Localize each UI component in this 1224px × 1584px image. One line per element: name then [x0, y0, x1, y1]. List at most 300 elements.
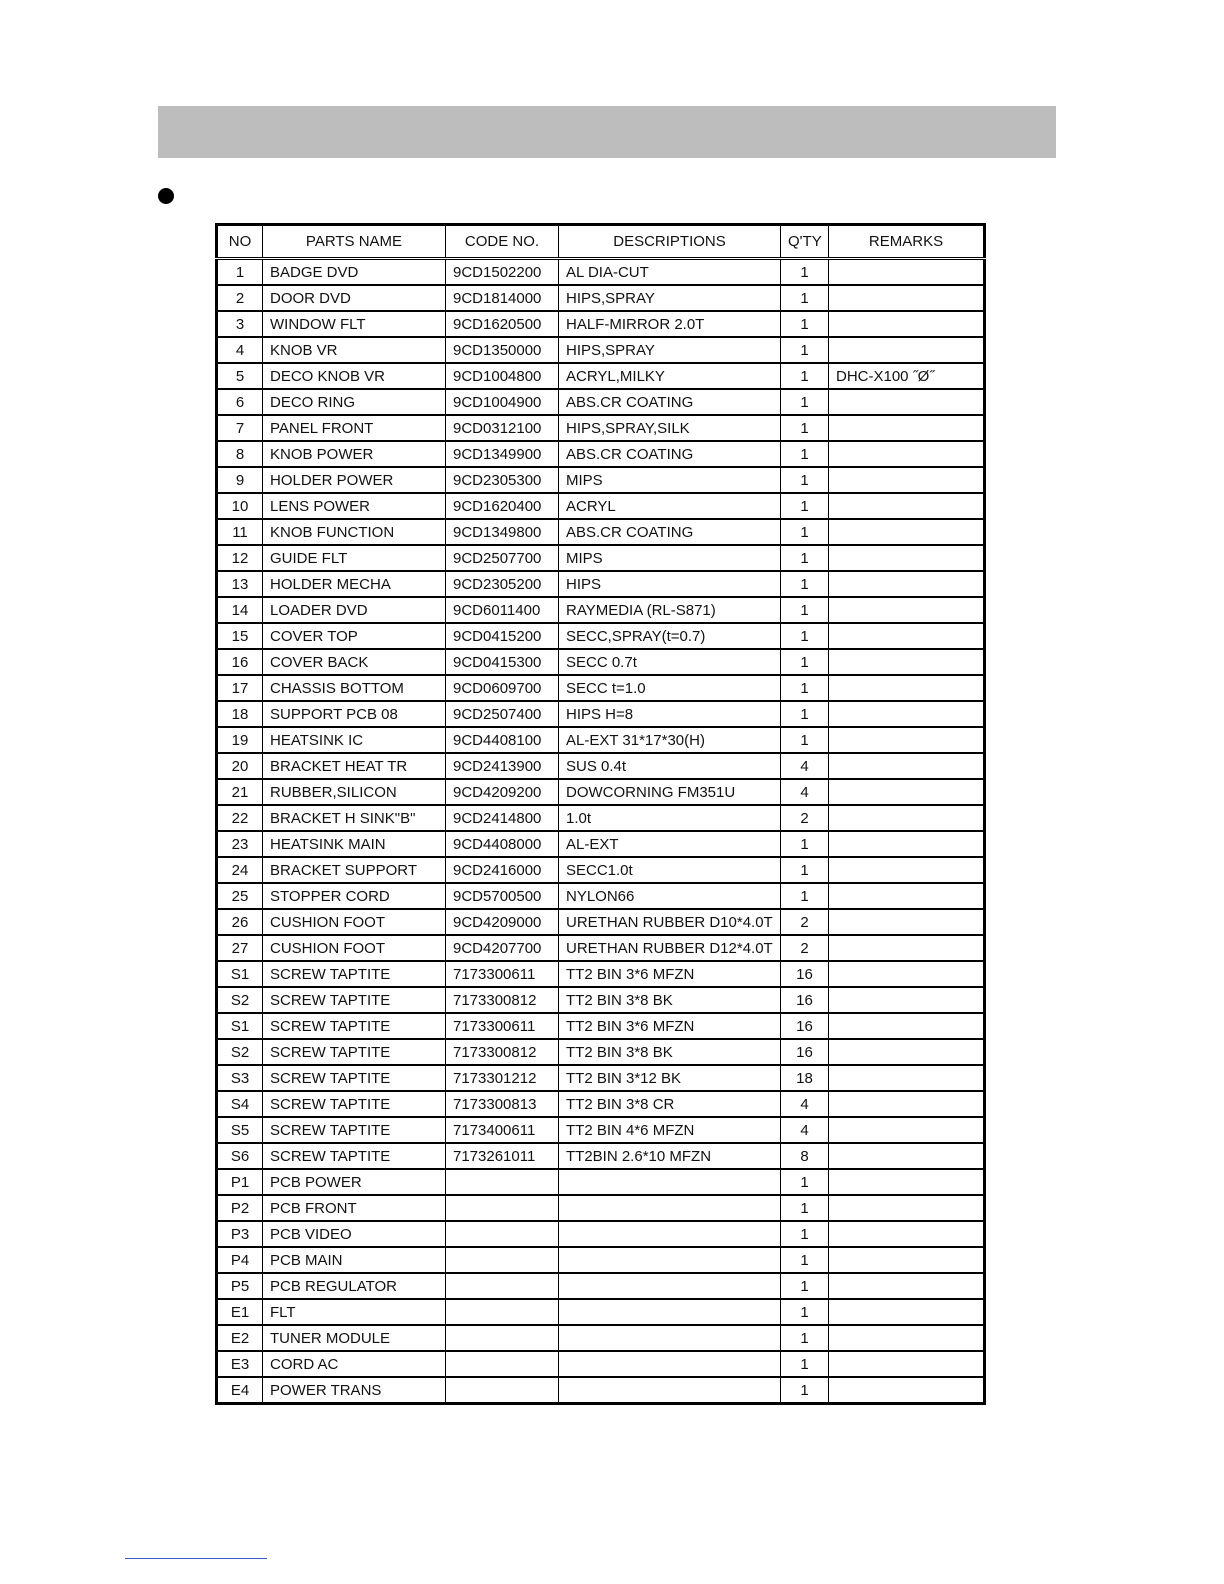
cell-remarks [829, 1039, 985, 1065]
cell-remarks [829, 831, 985, 857]
cell-code-no: 9CD0312100 [446, 415, 559, 441]
cell-qty: 1 [781, 1299, 829, 1325]
cell-code-no [446, 1221, 559, 1247]
cell-remarks [829, 1377, 985, 1404]
cell-parts-name: CUSHION FOOT [263, 935, 446, 961]
cell-code-no: 9CD1620500 [446, 311, 559, 337]
cell-description: AL-EXT [559, 831, 781, 857]
cell-parts-name: SCREW TAPTITE [263, 1117, 446, 1143]
cell-qty: 1 [781, 1273, 829, 1299]
cell-qty: 1 [781, 701, 829, 727]
cell-no: 11 [217, 519, 263, 545]
cell-description: HIPS,SPRAY,SILK [559, 415, 781, 441]
cell-qty: 1 [781, 1221, 829, 1247]
cell-qty: 1 [781, 441, 829, 467]
cell-qty: 1 [781, 337, 829, 363]
cell-no: E4 [217, 1377, 263, 1404]
cell-description: ABS.CR COATING [559, 519, 781, 545]
cell-no: P1 [217, 1169, 263, 1195]
cell-remarks [829, 493, 985, 519]
table-row [217, 1351, 985, 1377]
cell-no: E3 [217, 1351, 263, 1377]
cell-parts-name: KNOB VR [263, 337, 446, 363]
cell-code-no [446, 1351, 559, 1377]
cell-remarks [829, 935, 985, 961]
table-row [217, 857, 985, 883]
cell-qty: 1 [781, 285, 829, 311]
table-row [217, 1013, 985, 1039]
cell-remarks [829, 571, 985, 597]
cell-parts-name: CUSHION FOOT [263, 909, 446, 935]
cell-code-no: 7173300611 [446, 1013, 559, 1039]
cell-no: 17 [217, 675, 263, 701]
cell-description: MIPS [559, 467, 781, 493]
table-row [217, 1039, 985, 1065]
header-no: NO [217, 225, 263, 259]
cell-code-no: 9CD2507400 [446, 701, 559, 727]
cell-description: 1.0t [559, 805, 781, 831]
cell-qty: 1 [781, 467, 829, 493]
header-qty: Q'TY [781, 225, 829, 259]
cell-parts-name: PCB FRONT [263, 1195, 446, 1221]
table-row [217, 259, 985, 286]
table-row [217, 883, 985, 909]
table-row [217, 753, 985, 779]
cell-remarks [829, 519, 985, 545]
cell-description [559, 1299, 781, 1325]
cell-no: S6 [217, 1143, 263, 1169]
cell-no: 25 [217, 883, 263, 909]
cell-description: HALF-MIRROR 2.0T [559, 311, 781, 337]
cell-remarks [829, 1091, 985, 1117]
cell-no: S1 [217, 961, 263, 987]
cell-qty: 18 [781, 1065, 829, 1091]
table-row [217, 389, 985, 415]
cell-description [559, 1325, 781, 1351]
cell-qty: 16 [781, 1039, 829, 1065]
cell-description: SECC t=1.0 [559, 675, 781, 701]
table-row [217, 545, 985, 571]
header-parts-name: PARTS NAME [263, 225, 446, 259]
cell-qty: 1 [781, 389, 829, 415]
cell-no: 5 [217, 363, 263, 389]
cell-code-no [446, 1195, 559, 1221]
cell-description: TT2 BIN 3*8 BK [559, 1039, 781, 1065]
table-row [217, 597, 985, 623]
cell-code-no: 9CD2413900 [446, 753, 559, 779]
cell-code-no: 9CD1349800 [446, 519, 559, 545]
cell-code-no: 9CD6011400 [446, 597, 559, 623]
cell-parts-name: SCREW TAPTITE [263, 1039, 446, 1065]
table-row [217, 415, 985, 441]
table-row [217, 1221, 985, 1247]
cell-qty: 1 [781, 597, 829, 623]
cell-remarks [829, 1247, 985, 1273]
cell-remarks [829, 1065, 985, 1091]
table-row [217, 909, 985, 935]
cell-description: TT2 BIN 3*8 BK [559, 987, 781, 1013]
table-row [217, 1091, 985, 1117]
table-row [217, 727, 985, 753]
cell-parts-name: COVER TOP [263, 623, 446, 649]
cell-description: ACRYL [559, 493, 781, 519]
cell-description: ACRYL,MILKY [559, 363, 781, 389]
cell-qty: 1 [781, 311, 829, 337]
cell-no: 15 [217, 623, 263, 649]
cell-remarks: DHC-X100 ˝Ø˝ [829, 363, 985, 389]
cell-code-no: 9CD1620400 [446, 493, 559, 519]
cell-no: S4 [217, 1091, 263, 1117]
cell-no: 14 [217, 597, 263, 623]
cell-qty: 16 [781, 1013, 829, 1039]
cell-code-no: 7173261011 [446, 1143, 559, 1169]
cell-code-no: 9CD0415200 [446, 623, 559, 649]
cell-code-no: 9CD4408000 [446, 831, 559, 857]
cell-qty: 1 [781, 493, 829, 519]
cell-parts-name: BRACKET H SINK"B" [263, 805, 446, 831]
cell-description: TT2 BIN 3*6 MFZN [559, 961, 781, 987]
cell-qty: 4 [781, 779, 829, 805]
cell-code-no: 9CD1349900 [446, 441, 559, 467]
cell-remarks [829, 337, 985, 363]
cell-no: 10 [217, 493, 263, 519]
cell-description [559, 1195, 781, 1221]
cell-parts-name: COVER BACK [263, 649, 446, 675]
cell-description: HIPS,SPRAY [559, 285, 781, 311]
header-code-no: CODE NO. [446, 225, 559, 259]
cell-remarks [829, 805, 985, 831]
cell-description: TT2 BIN 3*8 CR [559, 1091, 781, 1117]
cell-no: 1 [217, 259, 263, 286]
header-remarks: REMARKS [829, 225, 985, 259]
cell-remarks [829, 1143, 985, 1169]
cell-code-no: 7173300812 [446, 987, 559, 1013]
cell-qty: 1 [781, 1325, 829, 1351]
cell-code-no: 7173300813 [446, 1091, 559, 1117]
table-row [217, 649, 985, 675]
cell-code-no: 9CD2416000 [446, 857, 559, 883]
table-row [217, 493, 985, 519]
cell-remarks [829, 883, 985, 909]
cell-no: P4 [217, 1247, 263, 1273]
cell-code-no: 9CD1004800 [446, 363, 559, 389]
cell-parts-name: STOPPER CORD [263, 883, 446, 909]
cell-remarks [829, 909, 985, 935]
cell-no: E1 [217, 1299, 263, 1325]
table-row [217, 779, 985, 805]
cell-remarks [829, 623, 985, 649]
cell-description [559, 1247, 781, 1273]
table-row [217, 701, 985, 727]
cell-no: 8 [217, 441, 263, 467]
cell-remarks [829, 857, 985, 883]
cell-qty: 16 [781, 961, 829, 987]
footer-link-underline [125, 1558, 267, 1559]
cell-description: RAYMEDIA (RL-S871) [559, 597, 781, 623]
cell-description: HIPS,SPRAY [559, 337, 781, 363]
cell-code-no [446, 1273, 559, 1299]
cell-description: AL-EXT 31*17*30(H) [559, 727, 781, 753]
cell-parts-name: BADGE DVD [263, 259, 446, 286]
table-row [217, 1377, 985, 1404]
cell-qty: 2 [781, 909, 829, 935]
cell-code-no: 9CD0609700 [446, 675, 559, 701]
cell-qty: 1 [781, 675, 829, 701]
table-row [217, 311, 985, 337]
cell-remarks [829, 1013, 985, 1039]
cell-parts-name: SUPPORT PCB 08 [263, 701, 446, 727]
cell-parts-name: HOLDER MECHA [263, 571, 446, 597]
header-descriptions: DESCRIPTIONS [559, 225, 781, 259]
cell-no: S1 [217, 1013, 263, 1039]
table-row [217, 1325, 985, 1351]
cell-parts-name: FLT [263, 1299, 446, 1325]
cell-remarks [829, 779, 985, 805]
cell-parts-name: POWER TRANS [263, 1377, 446, 1404]
cell-description: HIPS H=8 [559, 701, 781, 727]
cell-remarks [829, 415, 985, 441]
cell-no: 6 [217, 389, 263, 415]
cell-code-no: 9CD4209000 [446, 909, 559, 935]
cell-qty: 1 [781, 883, 829, 909]
table-row [217, 1065, 985, 1091]
cell-parts-name: HOLDER POWER [263, 467, 446, 493]
cell-no: 2 [217, 285, 263, 311]
cell-parts-name: DECO KNOB VR [263, 363, 446, 389]
cell-qty: 1 [781, 857, 829, 883]
cell-description [559, 1169, 781, 1195]
table-row [217, 961, 985, 987]
cell-code-no: 9CD1004900 [446, 389, 559, 415]
cell-remarks [829, 987, 985, 1013]
cell-no: S3 [217, 1065, 263, 1091]
cell-qty: 1 [781, 415, 829, 441]
cell-parts-name: GUIDE FLT [263, 545, 446, 571]
cell-code-no [446, 1247, 559, 1273]
cell-description: ABS.CR COATING [559, 389, 781, 415]
parts-list-table [215, 223, 986, 1405]
cell-qty: 1 [781, 1195, 829, 1221]
cell-parts-name: KNOB POWER [263, 441, 446, 467]
cell-remarks [829, 259, 985, 286]
table-header-row [217, 225, 985, 259]
table-row [217, 987, 985, 1013]
cell-no: 21 [217, 779, 263, 805]
cell-description [559, 1351, 781, 1377]
cell-no: 19 [217, 727, 263, 753]
bullet-icon [158, 188, 174, 204]
cell-no: 12 [217, 545, 263, 571]
cell-description [559, 1273, 781, 1299]
cell-parts-name: SCREW TAPTITE [263, 1065, 446, 1091]
cell-remarks [829, 649, 985, 675]
cell-remarks [829, 1195, 985, 1221]
cell-remarks [829, 597, 985, 623]
cell-description: TT2BIN 2.6*10 MFZN [559, 1143, 781, 1169]
cell-parts-name: WINDOW FLT [263, 311, 446, 337]
cell-no: S5 [217, 1117, 263, 1143]
cell-parts-name: SCREW TAPTITE [263, 987, 446, 1013]
cell-code-no [446, 1325, 559, 1351]
cell-remarks [829, 1351, 985, 1377]
cell-code-no: 7173300611 [446, 961, 559, 987]
cell-no: 13 [217, 571, 263, 597]
cell-no: 3 [217, 311, 263, 337]
cell-code-no: 9CD2305300 [446, 467, 559, 493]
cell-no: 7 [217, 415, 263, 441]
cell-no: 20 [217, 753, 263, 779]
cell-code-no [446, 1299, 559, 1325]
cell-remarks [829, 311, 985, 337]
cell-code-no: 9CD4408100 [446, 727, 559, 753]
cell-remarks [829, 1299, 985, 1325]
section-header-bar [158, 106, 1056, 158]
cell-remarks [829, 467, 985, 493]
cell-no: 16 [217, 649, 263, 675]
table-row [217, 285, 985, 311]
cell-description: SECC,SPRAY(t=0.7) [559, 623, 781, 649]
cell-remarks [829, 961, 985, 987]
cell-qty: 1 [781, 259, 829, 286]
cell-parts-name: TUNER MODULE [263, 1325, 446, 1351]
table-row [217, 1169, 985, 1195]
cell-code-no: 9CD2414800 [446, 805, 559, 831]
cell-no: 9 [217, 467, 263, 493]
cell-parts-name: PCB REGULATOR [263, 1273, 446, 1299]
cell-remarks [829, 285, 985, 311]
cell-qty: 4 [781, 753, 829, 779]
table-row [217, 675, 985, 701]
cell-parts-name: KNOB FUNCTION [263, 519, 446, 545]
cell-code-no: 9CD1814000 [446, 285, 559, 311]
table-row [217, 467, 985, 493]
cell-description [559, 1221, 781, 1247]
cell-code-no: 9CD0415300 [446, 649, 559, 675]
cell-qty: 16 [781, 987, 829, 1013]
cell-code-no: 7173300812 [446, 1039, 559, 1065]
cell-parts-name: HEATSINK MAIN [263, 831, 446, 857]
cell-remarks [829, 441, 985, 467]
cell-description: DOWCORNING FM351U [559, 779, 781, 805]
cell-description: TT2 BIN 3*12 BK [559, 1065, 781, 1091]
cell-qty: 1 [781, 623, 829, 649]
cell-remarks [829, 727, 985, 753]
cell-qty: 1 [781, 363, 829, 389]
table-row [217, 571, 985, 597]
cell-qty: 1 [781, 545, 829, 571]
cell-parts-name: DOOR DVD [263, 285, 446, 311]
cell-code-no: 7173400611 [446, 1117, 559, 1143]
cell-no: 24 [217, 857, 263, 883]
cell-no: P2 [217, 1195, 263, 1221]
cell-qty: 1 [781, 831, 829, 857]
cell-qty: 1 [781, 1247, 829, 1273]
cell-qty: 2 [781, 805, 829, 831]
table-row [217, 1195, 985, 1221]
cell-no: 27 [217, 935, 263, 961]
cell-no: 26 [217, 909, 263, 935]
cell-parts-name: PCB POWER [263, 1169, 446, 1195]
cell-qty: 4 [781, 1117, 829, 1143]
table-row [217, 337, 985, 363]
cell-description: SECC 0.7t [559, 649, 781, 675]
cell-qty: 1 [781, 519, 829, 545]
cell-parts-name: BRACKET HEAT TR [263, 753, 446, 779]
cell-remarks [829, 701, 985, 727]
cell-parts-name: HEATSINK IC [263, 727, 446, 753]
cell-parts-name: DECO RING [263, 389, 446, 415]
cell-no: S2 [217, 1039, 263, 1065]
table-body [217, 259, 985, 1404]
cell-parts-name: LENS POWER [263, 493, 446, 519]
cell-parts-name: CORD AC [263, 1351, 446, 1377]
cell-description: SUS 0.4t [559, 753, 781, 779]
cell-description: NYLON66 [559, 883, 781, 909]
cell-parts-name: PANEL FRONT [263, 415, 446, 441]
cell-remarks [829, 1325, 985, 1351]
cell-qty: 1 [781, 1169, 829, 1195]
cell-qty: 2 [781, 935, 829, 961]
cell-parts-name: SCREW TAPTITE [263, 1013, 446, 1039]
cell-qty: 1 [781, 727, 829, 753]
cell-remarks [829, 1117, 985, 1143]
cell-qty: 1 [781, 1377, 829, 1404]
cell-parts-name: SCREW TAPTITE [263, 1143, 446, 1169]
cell-description: TT2 BIN 3*6 MFZN [559, 1013, 781, 1039]
cell-no: 23 [217, 831, 263, 857]
cell-description: SECC1.0t [559, 857, 781, 883]
cell-no: S2 [217, 987, 263, 1013]
cell-description: URETHAN RUBBER D10*4.0T [559, 909, 781, 935]
cell-qty: 1 [781, 571, 829, 597]
cell-qty: 1 [781, 649, 829, 675]
table-row [217, 935, 985, 961]
cell-description [559, 1377, 781, 1404]
cell-code-no [446, 1169, 559, 1195]
cell-description: MIPS [559, 545, 781, 571]
cell-parts-name: LOADER DVD [263, 597, 446, 623]
cell-qty: 1 [781, 1351, 829, 1377]
table-row [217, 1247, 985, 1273]
table-row [217, 519, 985, 545]
cell-description: AL DIA-CUT [559, 259, 781, 286]
cell-remarks [829, 1169, 985, 1195]
cell-no: P5 [217, 1273, 263, 1299]
cell-qty: 8 [781, 1143, 829, 1169]
cell-parts-name: PCB VIDEO [263, 1221, 446, 1247]
cell-code-no: 9CD2507700 [446, 545, 559, 571]
cell-code-no: 9CD1350000 [446, 337, 559, 363]
cell-parts-name: PCB MAIN [263, 1247, 446, 1273]
cell-no: 4 [217, 337, 263, 363]
cell-description: ABS.CR COATING [559, 441, 781, 467]
cell-code-no [446, 1377, 559, 1404]
table-row [217, 831, 985, 857]
cell-no: P3 [217, 1221, 263, 1247]
cell-code-no: 7173301212 [446, 1065, 559, 1091]
cell-parts-name: SCREW TAPTITE [263, 1091, 446, 1117]
table-row [217, 441, 985, 467]
cell-remarks [829, 1221, 985, 1247]
table-row [217, 363, 985, 389]
cell-remarks [829, 1273, 985, 1299]
cell-remarks [829, 545, 985, 571]
cell-code-no: 9CD1502200 [446, 259, 559, 286]
cell-remarks [829, 389, 985, 415]
cell-code-no: 9CD4209200 [446, 779, 559, 805]
cell-no: E2 [217, 1325, 263, 1351]
cell-description: HIPS [559, 571, 781, 597]
